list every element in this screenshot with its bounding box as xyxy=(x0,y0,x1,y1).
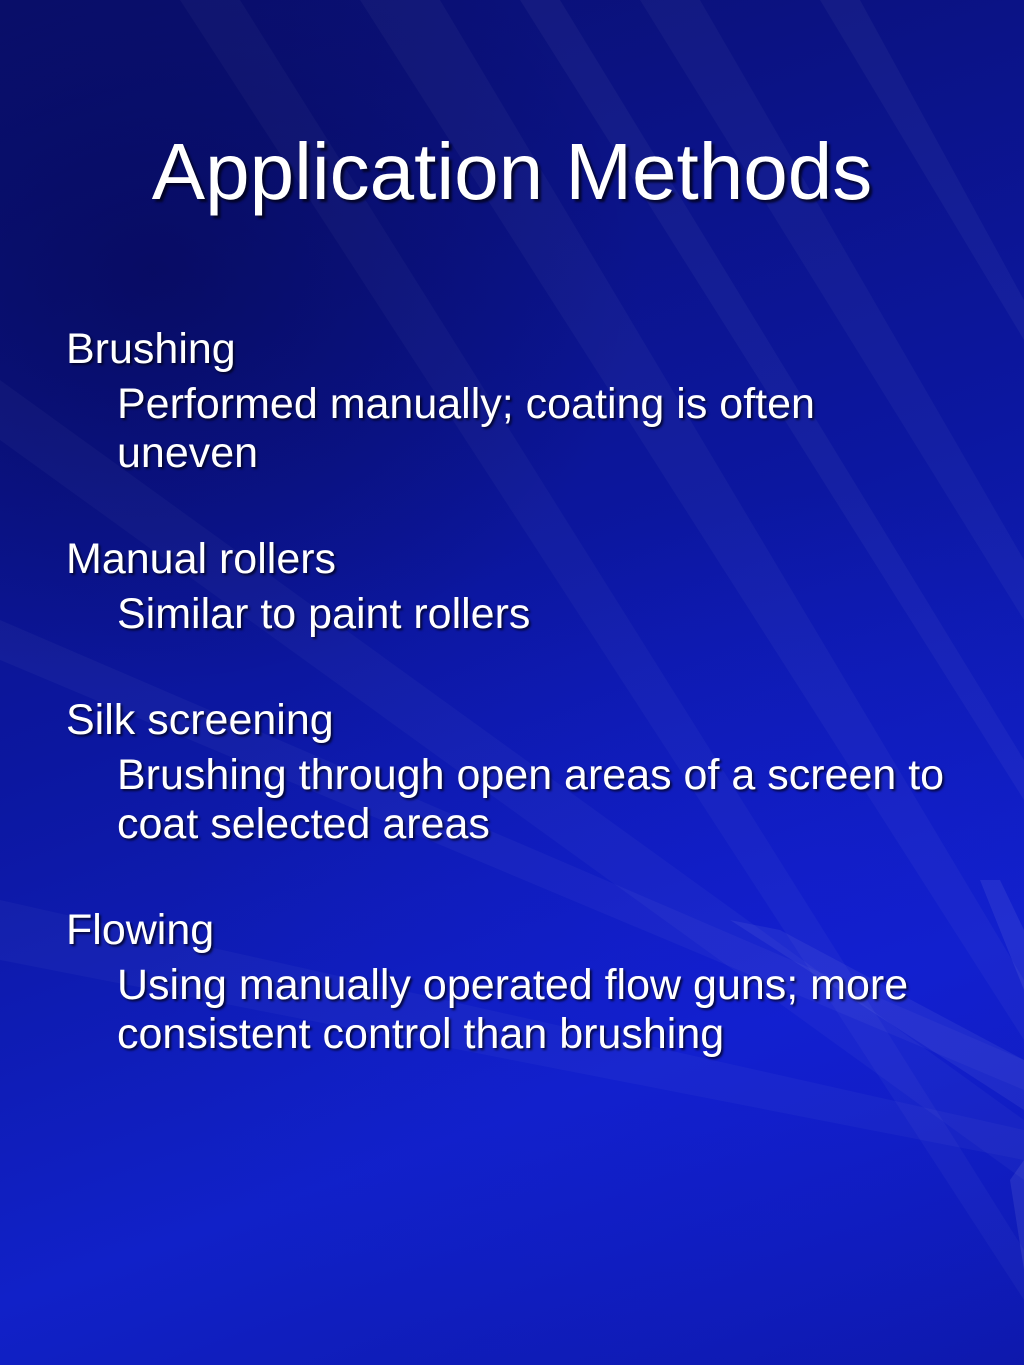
item-heading: Silk screening xyxy=(66,696,334,744)
item-heading: Flowing xyxy=(66,906,215,954)
item-detail: Performed manually; coating is often uneven xyxy=(117,380,815,477)
item-detail: Brushing through open areas of a screen to coat selected areas xyxy=(117,751,945,848)
item-detail: Using manually operated flow guns; more consistent control than brushing xyxy=(117,961,909,1058)
item-heading: Brushing xyxy=(66,325,236,373)
list-item-brushing xyxy=(66,322,966,478)
item-detail: Similar to paint rollers xyxy=(117,590,531,638)
list-item-silk-screening xyxy=(66,693,966,849)
slide-content xyxy=(66,322,966,1113)
list-item-flowing xyxy=(66,903,966,1059)
slide-title: Application Methods xyxy=(151,127,873,216)
item-heading: Manual rollers xyxy=(66,535,337,583)
list-item-manual-rollers xyxy=(66,532,966,639)
